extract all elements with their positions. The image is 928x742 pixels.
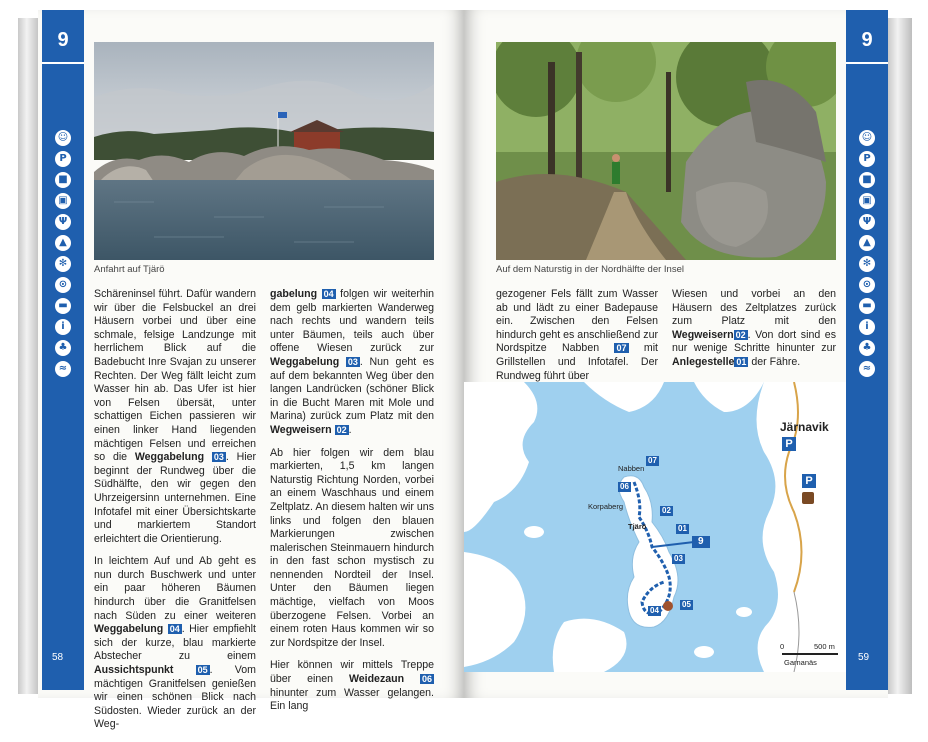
paragraph [94, 555, 256, 732]
tree-icon: ♣ [55, 340, 71, 356]
waypoint-term: Weggabelung [94, 623, 164, 636]
bus-icon: ■ [859, 172, 875, 188]
photo-tjaro-approach [94, 42, 434, 260]
body-text: . Nun geht es auf dem bekannten Weg über den langen Landrücken (schöner Blick in die Bucht Maren mit Mole und Marina) zurück zum Platz mit den [270, 355, 434, 423]
waypoint-tag: 05 [197, 665, 208, 676]
body-text: gezogener Fels fällt zum Wasser ab und lädt zu einer Badepause ein. Zwischen den Felsen hindurch geht es anschließend zur Nordspitze Nabben [496, 288, 658, 355]
waypoint-03: 03 [674, 554, 683, 563]
waypoint-06: 06 [620, 482, 629, 491]
left-text-column-1 [94, 288, 256, 741]
paragraph [672, 288, 836, 370]
waypoint-tag: 03 [347, 356, 358, 367]
right-text-column-2 [672, 288, 836, 379]
waypoint-tag: 06 [421, 674, 432, 685]
waypoint-term: Wegweisern [672, 328, 734, 341]
waypoint-tag: 03 [213, 452, 224, 463]
waypoint-05: 05 [682, 600, 691, 609]
waypoint-term: Aussichtspunkt [94, 664, 174, 677]
right-text-column-1 [496, 288, 658, 392]
map-label-nabben: Nabben [618, 464, 645, 473]
train-icon: ▣ [859, 193, 875, 209]
paragraph [496, 288, 658, 383]
waypoint-tag: 04 [169, 624, 180, 635]
bicycle-icon: ⊙ [859, 277, 875, 293]
bus-icon: ■ [55, 172, 71, 188]
bear-icon: ☺ [859, 130, 875, 146]
map-label-korpaberg: Korpaberg [588, 502, 624, 511]
body-text: der Fähre. [748, 355, 801, 368]
tree-icon: ♣ [859, 340, 875, 356]
waypoint-01: 01 [678, 524, 687, 533]
paragraph [94, 288, 256, 546]
body-text: folgen wir weiterhin dem gelb markierten Wanderweg nach rechts und wandern teils unter Bäumen, teils auch über offene Wiesen zurück zur [270, 288, 434, 355]
body-text: hinunter zum Wasser gelangen. Ein lang [270, 686, 434, 713]
body-text: . [348, 423, 352, 436]
body-text: In leichtem Auf und Ab geht es nun durch Buschwerk und unter ein paar höheren Bäumen hindurch über die Granitfelsen nach Süden zu einer weiteren [94, 555, 256, 622]
waypoint-02: 02 [662, 506, 671, 515]
parking-icon: P [55, 151, 71, 167]
book-edge-right [888, 18, 912, 694]
bicycle-icon: ⊙ [55, 277, 71, 293]
page-number-right: 59 [858, 652, 870, 663]
bear-icon: ☺ [55, 130, 71, 146]
snowflake-icon: ✻ [859, 256, 875, 272]
map-label-jarnavik: Järnavik [780, 420, 829, 434]
paragraph [270, 288, 434, 438]
snowflake-icon: ✻ [55, 256, 71, 272]
waypoint-term: Weggabelung [134, 451, 205, 464]
car-icon: ▬ [859, 298, 875, 314]
camping-icon: ▲ [55, 235, 71, 251]
tour-badge: 9 [692, 536, 710, 548]
book-edge-left [18, 18, 40, 694]
waypoint-term: gabelung [270, 288, 318, 300]
ferry-icon [802, 492, 814, 504]
photo-caption: Anfahrt auf Tjärö [94, 264, 165, 275]
waypoint-04: 04 [650, 606, 659, 615]
page-number-left: 58 [52, 652, 64, 663]
waypoint-tag: 02 [336, 424, 347, 435]
waypoint-tag: 04 [323, 289, 334, 299]
swimmer-icon: ≈ [55, 361, 71, 377]
body-text: mit Grillstellen und Infotafel. Der Rundweg führt über [496, 342, 658, 382]
info-icon: i [55, 319, 71, 335]
body-text: Hier können wir mittels Treppe über einen [270, 659, 434, 686]
parking-icon: P [859, 151, 875, 167]
photo-caption: Auf dem Naturstig in der Nordhälfte der Insel [496, 264, 684, 275]
feature-icons [858, 130, 876, 382]
restaurant-icon: Ψ [859, 214, 875, 230]
swimmer-icon: ≈ [859, 361, 875, 377]
train-icon: ▣ [55, 193, 71, 209]
paragraph [270, 447, 434, 651]
info-icon: i [859, 319, 875, 335]
body-text: . Hier beginnt der Rundweg über die Südhälfte, den wir gegen den Uhrzeigersinn unternehmen. Eine Infotafel mit einer Übersichtskarte und markiertem Standort erleichtert die Orientierung. [94, 451, 257, 545]
tour-number: 9 [42, 18, 84, 64]
tour-number: 9 [846, 18, 888, 64]
body-text: Schäreninsel führt. Dafür wandern wir über die Felsbuckel an drei Häusern vorbei und über eine schmale, felsige Landzunge mit herrlichem Blick auf die Badebucht Inre Svajan zu unserer Rechten. Der Weg fällt leicht zum Wasser hin ab. Das Ufer ist hier von Felsen übersät, unter schattigen Eichen passieren wir einen linker Hand liegenden mächtigen Felsen und erreichen so die [94, 288, 256, 464]
waypoint-07: 07 [648, 456, 657, 465]
body-text: . Vom mächtigen Granitfelsen genießen wir einen schönen Blick nach Südosten. Wieder zurück an der Weg- [94, 664, 256, 731]
left-text-column-2 [270, 288, 434, 723]
body-text: . Von dort sind es nur wenige Schritte hinunter zur [672, 328, 836, 355]
waypoint-term: Wegweisern [270, 423, 332, 436]
scale-500m: 500 m [814, 642, 835, 651]
feature-icons [54, 130, 72, 382]
scale-zero: 0 [780, 642, 785, 651]
body-text: Wiesen und vorbei an den Häusern des Zeltplatzes zurück zum Platz mit den [672, 288, 836, 328]
right-tour-sidebar [846, 10, 888, 690]
body-text: Ab hier folgen wir dem blau markierten, 1,5 km langen Naturstig Richtung Norden, vorbei an einem Waschhaus und einem Zeltplatz. An diesem halten wir uns links und folgen den blauen Markierungen zwischen malerischen Steinmauern hindurch in den fast schon mystisch zu nennenden Nordteil der Insel. Unter den Bäumen liegen mächtige, vielfach von Moos überzogene Felsen. Vorbei an einem roten Haus kommen wir so zur Nordspitze der Insel. [270, 446, 434, 649]
waypoint-term: Anlegestelle [672, 355, 735, 368]
waypoint-tag: 01 [736, 356, 747, 367]
restaurant-icon: Ψ [55, 214, 71, 230]
left-tour-sidebar [42, 10, 84, 690]
paragraph [270, 659, 434, 713]
map-label-garnanas: Garnanäs [784, 658, 817, 667]
photo-naturstig [496, 42, 836, 260]
waypoint-term: Weggabelung [270, 355, 340, 368]
waypoint-term: Weidezaun [348, 673, 405, 686]
body-text: . Hier empfiehlt sich der kurze, blau markierte Abstecher zu einem [94, 623, 256, 663]
car-icon: ▬ [55, 298, 71, 314]
map-label-tjaro: Tjärö [628, 522, 647, 531]
waypoint-tag: 07 [616, 343, 627, 354]
parking-icon: P [782, 437, 796, 451]
route-map [464, 382, 846, 672]
camping-icon: ▲ [859, 235, 875, 251]
parking-icon: P [802, 474, 816, 488]
waypoint-tag: 02 [735, 329, 746, 340]
